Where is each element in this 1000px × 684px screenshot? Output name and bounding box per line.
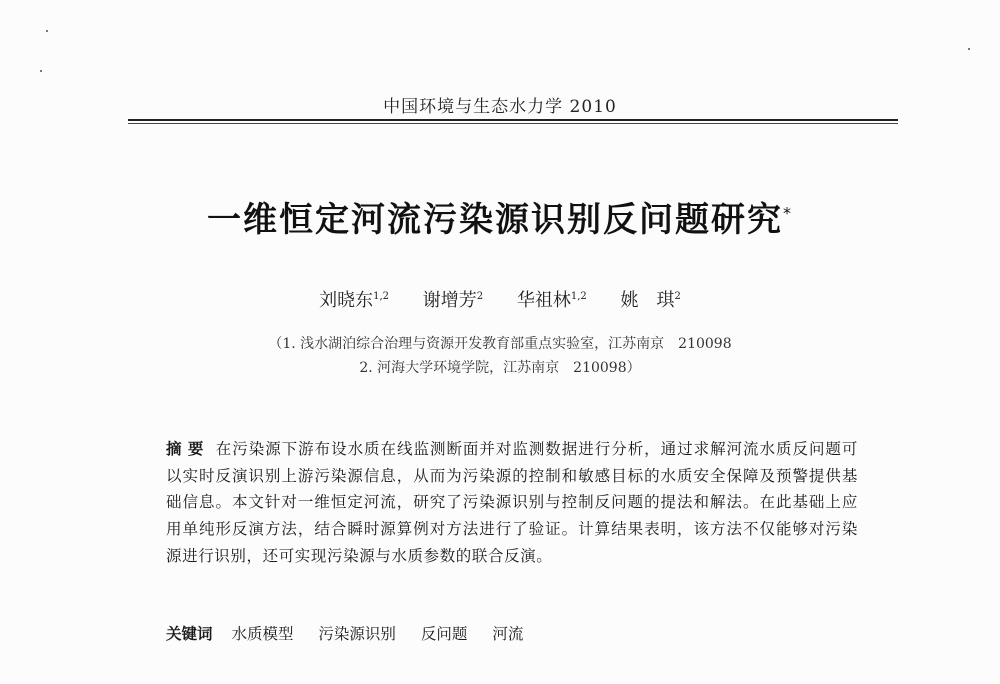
author-affiliation-mark: 1,2	[373, 291, 390, 302]
affiliation-line-1: （1. 浅水湖泊综合治理与资源开发教育部重点实验室，江苏南京 210098	[268, 336, 732, 352]
paper-title	[0, 192, 1000, 241]
affiliation-line-2: 2. 河海大学环境学院，江苏南京 210098）	[359, 360, 641, 376]
abstract-label: 摘要	[166, 440, 210, 458]
abstract-paragraph	[166, 436, 858, 570]
author	[423, 286, 483, 312]
title-text: 一维恒定河流污染源识别反问题研究	[207, 200, 783, 240]
author-name: 刘晓东	[319, 290, 374, 311]
keyword: 水质模型	[231, 625, 294, 643]
keyword: 污染源识别	[318, 625, 396, 643]
author-affiliation-mark: 1,2	[570, 291, 587, 302]
author	[621, 286, 681, 312]
journal-header: 中国环境与生态水力学 2010	[383, 97, 617, 117]
author-list	[0, 286, 1000, 312]
author-name: 华祖林	[516, 290, 571, 311]
author	[319, 286, 389, 312]
author-affiliation-mark: 2	[476, 291, 484, 302]
keywords-line	[166, 622, 858, 644]
title-footnote-mark: *	[783, 203, 793, 223]
author-name: 姚 琪	[620, 290, 675, 311]
scan-speck	[46, 30, 48, 32]
author-name: 谢增芳	[422, 290, 477, 311]
author-affiliation-mark: 2	[674, 291, 681, 302]
abstract-text: 在污染源下游布设水质在线监测断面并对监测数据进行分析，通过求解河流水质反问题可以实时反演识别上游污染源信息，从而为污染源的控制和敏感目标的水质安全保障及预警提供基础信息。本文针对一维恒定河流，研究了污染源识别与控制反问题的提法和解法。在此基础上应用单纯形反演方法，结合瞬时源算例对方法进行了验证。计算结果表明，该方法不仅能够对污染源进行识别，还可实现污染源与水质参数的联合反演。	[166, 440, 858, 565]
keyword: 河流	[492, 625, 524, 643]
header-rule-thin	[128, 123, 898, 124]
keywords-label: 关键词	[166, 625, 213, 643]
scan-speck	[40, 70, 42, 72]
author	[517, 286, 587, 312]
keyword: 反问题	[420, 625, 468, 643]
header-rule-thick	[128, 119, 898, 121]
scan-speck	[968, 48, 970, 50]
